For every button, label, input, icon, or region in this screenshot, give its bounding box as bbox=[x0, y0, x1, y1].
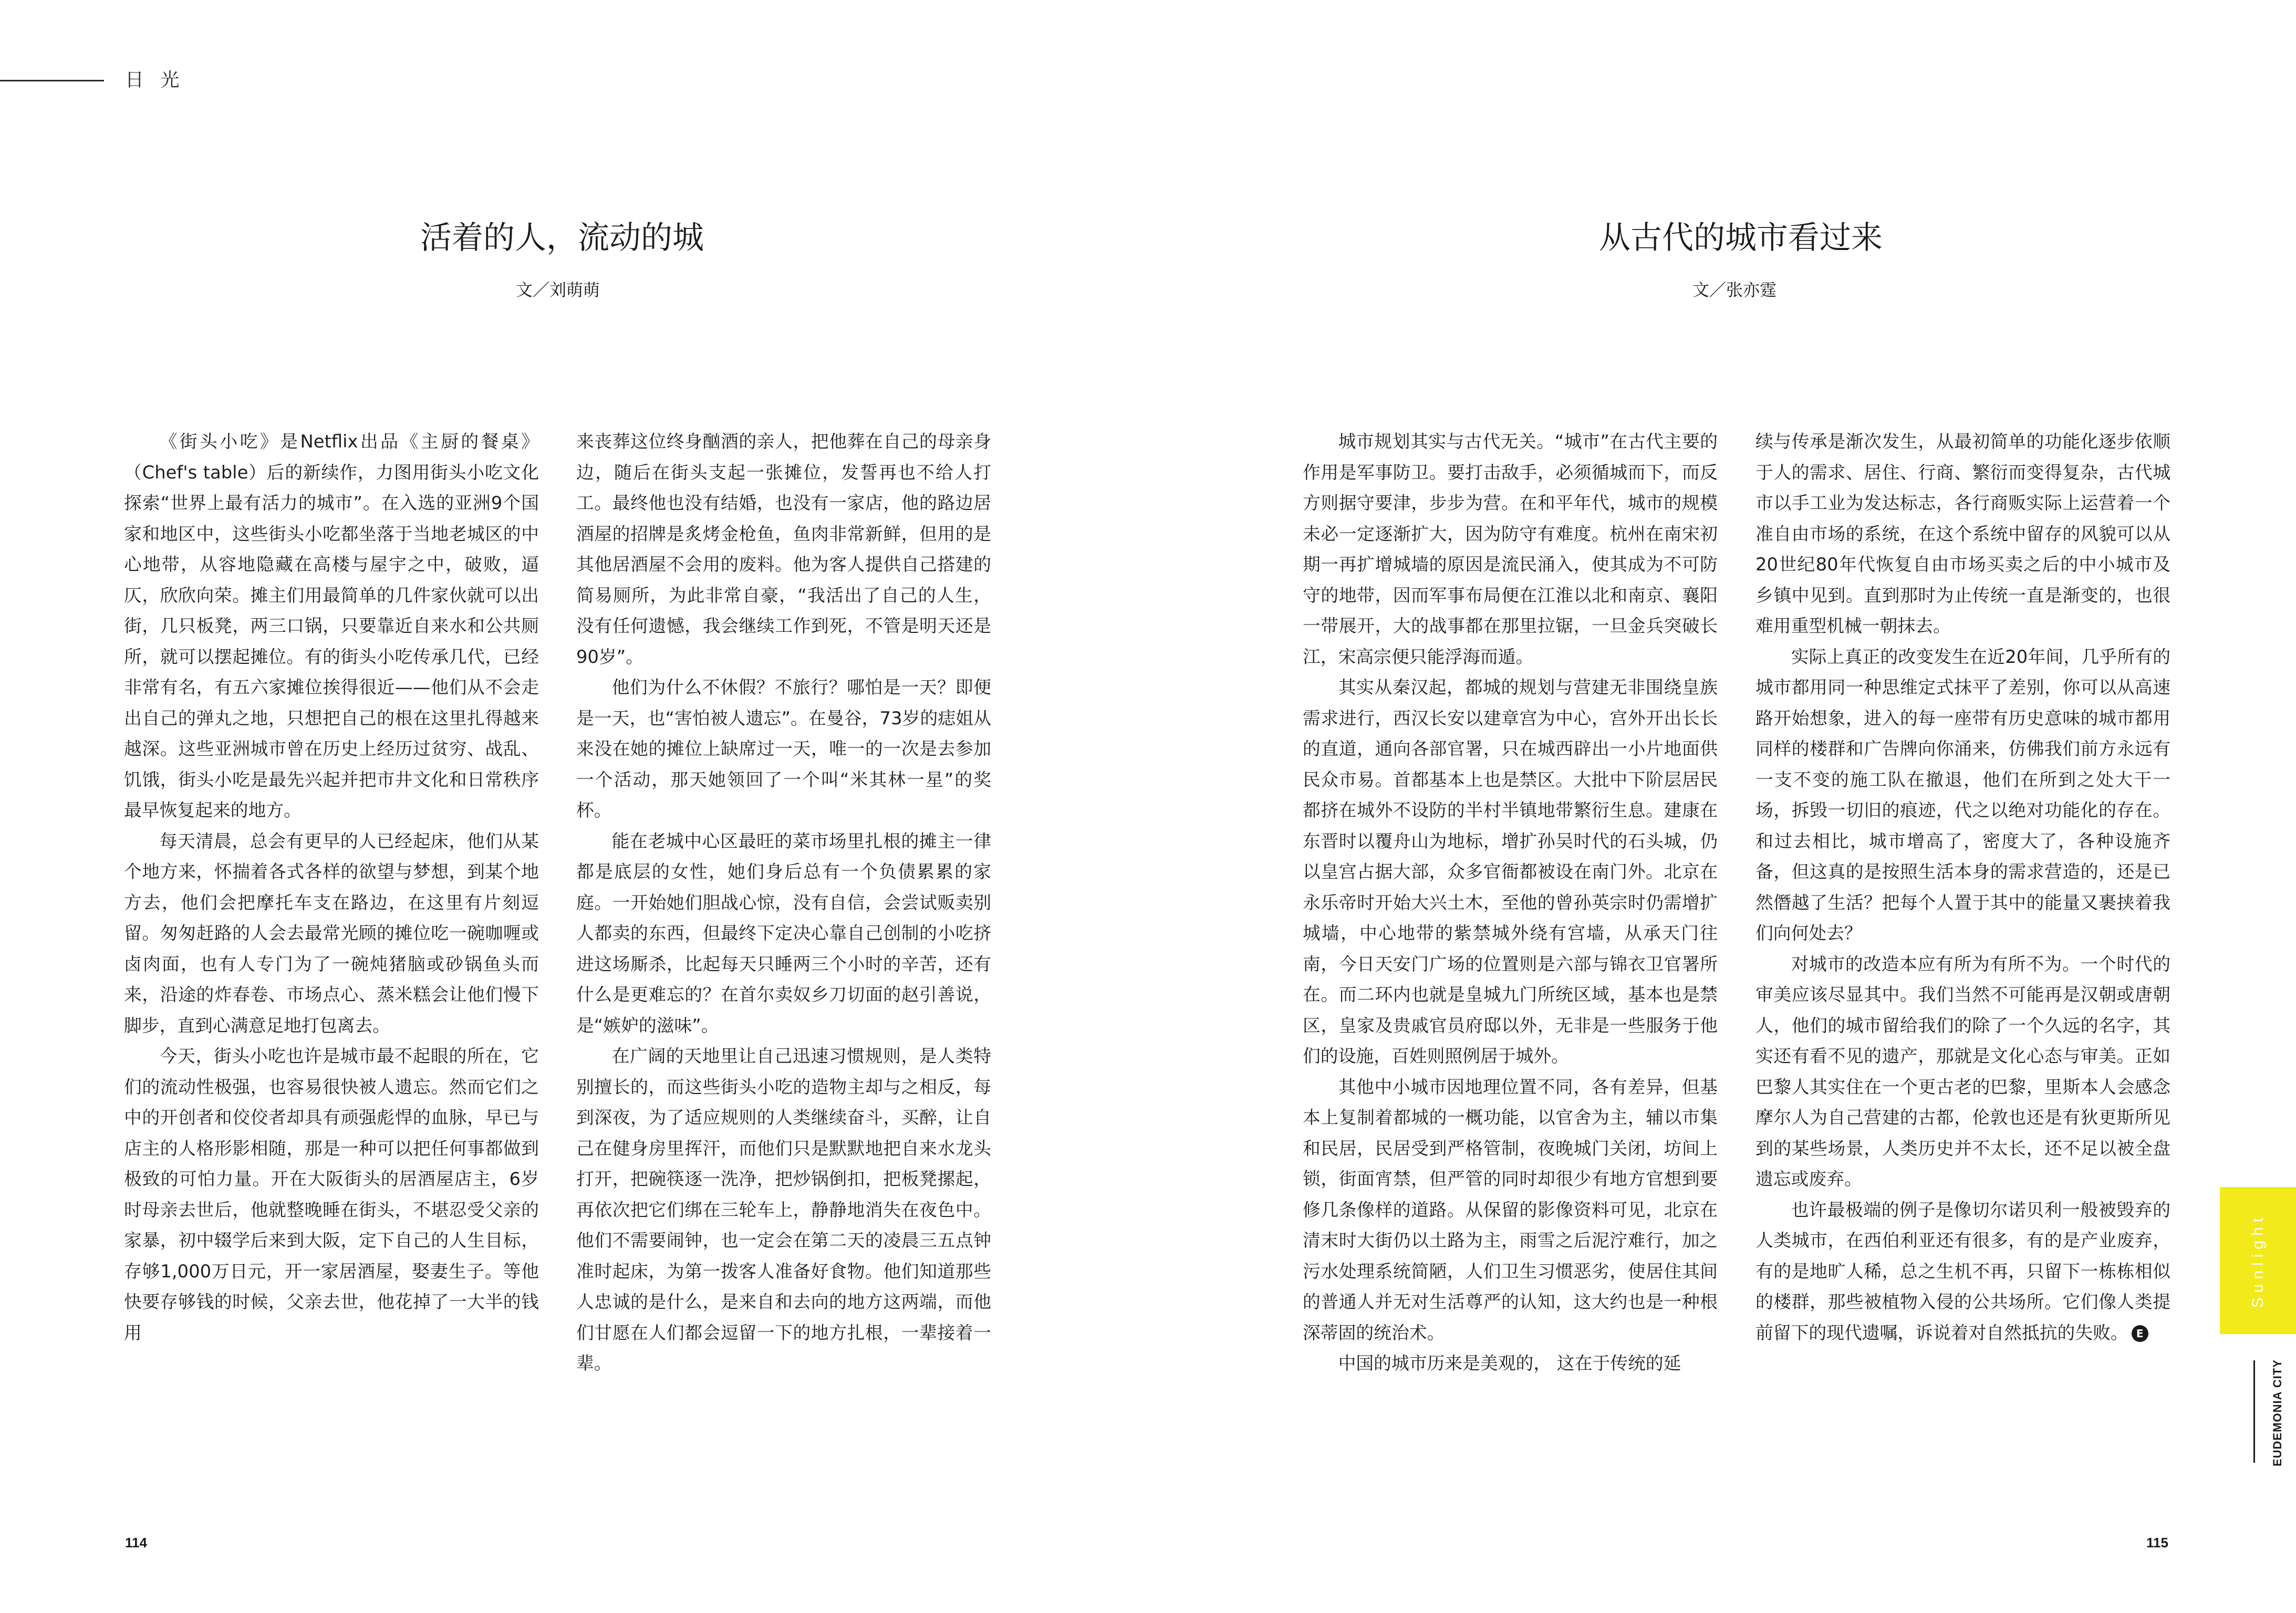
paragraph bbox=[576, 672, 991, 826]
paragraph bbox=[576, 426, 991, 672]
sunlight-tab-text: Sunlight bbox=[2249, 1213, 2267, 1308]
paragraph-text: 《街头小吃》是Netflix出品《主厨的餐桌》（Chef's table）后的新续作，力图用街头小吃文化探索“世界上最有活力的城市”。在入选的亚洲9个国家和地区中，这些街头小吃都坐落于当地老城区的中心地带，从容地隐藏在高楼与屋宇之中，破败，逼仄，欣欣向荣。摊主们用最简单的几件家伙就可以出街，几只板凳，两三口锅，只要靠近自来水和公共厕所，就可以摆起摊位。有的街头小吃传承几代，已经非常有名，有五六家摊位挨得很近——他们从不会走出自己的弹丸之地，只想把自己的根在这里扎得越来越深。这些亚洲城市曾在历史上经历过贫穷、战乱、饥饿，街头小吃是最先兴起并把市井文化和日常秩序最早恢复起来的地方。 bbox=[124, 431, 539, 820]
section-rule bbox=[0, 80, 104, 81]
paragraph bbox=[1755, 949, 2170, 1195]
paragraph-text: 续与传承是渐次发生，从最初简单的功能化逐步依顺于人的需求、居住、行商、繁衍而变得复杂，古代城市以手工业为发达标志，各行商贩实际上运营着一个准自由市场的系统，在这个系统中留存的风貌可以从20世纪80年代恢复自由市场买卖之后的中小城市及乡镇中见到。直到那时为止传统一直是渐变的，也很难用重型机械一朝抹去。 bbox=[1755, 431, 2170, 636]
end-mark-icon: E bbox=[2132, 1325, 2148, 1342]
paragraph-text: 能在老城中心区最旺的菜市场里扎根的摊主一律都是底层的女性，她们身后总有一个负债累累的家庭。一开始她们胆战心惊，没有自信，会尝试贩卖别人都卖的东西，但最终下定决心靠自己创制的小吃挤进这场厮杀，比起每天只睡两三个小时的辛苦，还有什么是更难忘的？在首尔卖奴乡刀切面的赵引善说，是“嫉妒的滋味”。 bbox=[576, 830, 991, 1036]
right-column-1 bbox=[1303, 426, 1718, 1388]
paragraph bbox=[1755, 1195, 2170, 1349]
paragraph bbox=[124, 826, 539, 1042]
paragraph-text: 他们为什么不休假？不旅行？哪怕是一天？即便是一天，也“害怕被人遗忘”。在曼谷，73岁的痣姐从来没在她的摊位上缺席过一天，唯一的一次是去参加一个活动，那天她领回了一个叫“米其林一星”的奖杯。 bbox=[576, 677, 991, 820]
paragraph bbox=[1303, 426, 1718, 672]
section-label: 日 光 bbox=[125, 69, 185, 91]
right-page bbox=[1148, 0, 2296, 1613]
paragraph-text: 对城市的改造本应有所为有所不为。一个时代的审美应该尽显其中。我们当然不可能再是汉朝或唐朝人，他们的城市留给我们的除了一个久远的名字，其实还有看不见的遗产，那就是文化心态与审美。正如巴黎人其实住在一个更古老的巴黎，里斯本人会感念摩尔人为自己营建的古都，伦敦也还是有狄更斯所见到的某些场景，人类历史并不太长，还不足以被全盘遗忘或废弃。 bbox=[1755, 953, 2170, 1189]
paragraph bbox=[1303, 1348, 1718, 1379]
paragraph-text: 在广阔的天地里让自己迅速习惯规则，是人类特别擅长的，而这些街头小吃的造物主却与之相反，每到深夜，为了适应规则的人类继续奋斗，买醉，让自己在健身房里挥汗，而他们只是默默地把自来水龙头打开，把碗筷逐一洗净，把炒锅倒扣，把板凳摞起，再依次把它们绑在三轮车上，静静地消失在夜色中。他们不需要闹钟，也一定会在第二天的凌晨三五点钟准时起床，为第一拨客人准备好食物。他们知道那些人忠诚的是什么，是来自和去向的地方这两端，而他们甘愿在人们都会逗留一下的地方扎根，一辈接着一辈。 bbox=[576, 1046, 991, 1373]
paragraph bbox=[1755, 426, 2170, 642]
left-column-2 bbox=[576, 426, 991, 1388]
paragraph-text: 来丧葬这位终身酗酒的亲人，把他葬在自己的母亲身边，随后在街头支起一张摊位，发誓再也不给人打工。最终他也没有结婚，也没有一家店，他的路边居酒屋的招牌是炙烤金枪鱼，鱼肉非常新鲜，但用的是其他居酒屋不会用的废料。他为客人提供自己搭建的简易厕所，为此非常自豪，“我活出了自己的人生，没有任何遗憾，我会继续工作到死，不管是明天还是90岁”。 bbox=[576, 431, 991, 667]
paragraph bbox=[576, 1041, 991, 1379]
left-article-byline: 文／刘萌萌 bbox=[516, 280, 600, 300]
sunlight-tab bbox=[2220, 1187, 2296, 1334]
left-article-title: 活着的人，流动的城 bbox=[420, 220, 704, 256]
paragraph bbox=[1303, 672, 1718, 1072]
paragraph bbox=[124, 1041, 539, 1348]
paragraph-text: 也许最极端的例子是像切尔诺贝利一般被毁弃的人类城市，在西伯利亚还有很多，有的是产业废弃，有的是地旷人稀，总之生机不再，只留下一栋栋相似的楼群，那些被植物入侵的公共场所。它们像人类提前留下的现代遗嘱，诉说着对自然抵抗的失败。 bbox=[1755, 1199, 2170, 1343]
paragraph-text: 其他中小城市因地理位置不同，各有差异，但基本上复制着都城的一概功能，以官舍为主，辅以市集和民居，民居受到严格管制，夜晚城门关闭，坊间上锁，街面宵禁，但严管的同时却很少有地方官想到要修几条像样的道路。从保留的影像资料可见，北京在清末时大街仍以土路为主，雨雪之后泥泞难行，加之污水处理系统简陋，人们卫生习惯恶劣，使居住其间的普通人并无对生活尊严的认知，这大约也是一种根深蒂固的统治术。 bbox=[1303, 1076, 1718, 1343]
paragraph-text: 每天清晨，总会有更早的人已经起床，他们从某个地方来，怀揣着各式各样的欲望与梦想，到某个地方去，他们会把摩托车支在路边，在这里有片刻逗留。匆匆赶路的人会去最常光顾的摊位吃一碗咖喱或卤肉面，也有人专门为了一碗炖猪脑或砂锅鱼头而来，沿途的炸春卷、市场点心、蒸米糕会让他们慢下脚步，直到心满意足地打包离去。 bbox=[124, 830, 539, 1036]
paragraph-text: 其实从秦汉起，都城的规划与营建无非围绕皇族需求进行，西汉长安以建章宫为中心，宫外开出长长的直道，通向各部官署，只在城西辟出一小片地面供民众市易。首都基本上也是禁区。大批中下阶层居民都挤在城外不设防的半村半镇地带繁衍生息。建康在东晋时以覆舟山为地标，增扩孙吴时代的石头城，仍以皇宫占据大部，众多官衙都被设在南门外。北京在永乐帝时开始大兴土木，至他的曾孙英宗时仍需增扩城墙，中心地带的紫禁城外绕有宫墙，从承天门往南，今日天安门广场的位置则是六部与锦衣卫官署所在。而二环内也就是皇城九门所统区域，基本也是禁区，皇家及贵戚官员府邸以外，无非是一些服务于他们的设施，百姓则照例居于城外。 bbox=[1303, 677, 1718, 1066]
paragraph bbox=[1755, 642, 2170, 949]
paragraph bbox=[576, 826, 991, 1042]
page-number-left: 114 bbox=[125, 1535, 147, 1550]
paragraph bbox=[1303, 1072, 1718, 1349]
right-column-2 bbox=[1755, 426, 2170, 1388]
paragraph bbox=[124, 426, 539, 826]
page-number-right: 115 bbox=[2146, 1535, 2168, 1550]
right-article-byline: 文／张亦霆 bbox=[1692, 280, 1777, 300]
paragraph-text: 中国的城市历来是美观的， 这在于传统的延 bbox=[1338, 1353, 1681, 1373]
right-article-title: 从古代的城市看过来 bbox=[1599, 220, 1883, 256]
left-column-1 bbox=[124, 426, 539, 1388]
side-rule bbox=[2253, 1360, 2255, 1463]
eudemonia-city-label: EUDEMONIA CITY bbox=[2271, 1359, 2284, 1466]
paragraph-text: 城市规划其实与古代无关。“城市”在古代主要的作用是军事防卫。要打击敌手，必须循城而下，而反方则据守要津，步步为营。在和平年代，城市的规模未必一定逐渐扩大，因为防守有难度。杭州在南宋初期一再扩增城墙的原因是流民涌入，使其成为不可防守的地带，因而军事布局便在江淮以北和南京、襄阳一带展开，大的战事都在那里拉锯，一旦金兵突破长江，宋高宗便只能浮海而遁。 bbox=[1303, 431, 1718, 667]
paragraph-text: 实际上真正的改变发生在近20年间，几乎所有的城市都用同一种思维定式抹平了差别，你可以从高速路开始想象，进入的每一座带有历史意味的城市都用同样的楼群和广告牌向你涌来，仿佛我们前方永远有一支不变的施工队在撤退，他们在所到之处大干一场，拆毁一切旧的痕迹，代之以绝对功能化的存在。和过去相比，城市增高了，密度大了，各种设施齐备，但这真的是按照生活本身的需求营造的，还是已然僭越了生活？把每个人置于其中的能量又裹挟着我们向何处去？ bbox=[1755, 646, 2170, 943]
paragraph-text: 今天，街头小吃也许是城市最不起眼的所在，它们的流动性极强，也容易很快被人遗忘。然而它们之中的开创者和佼佼者却具有顽强彪悍的血脉，早已与店主的人格形影相随，那是一种可以把任何事都做到极致的可怕力量。开在大阪街头的居酒屋店主，6岁时母亲去世后，他就整晚睡在街头，不堪忍受父亲的家暴，初中辍学后来到大阪，定下自己的人生目标，存够1,000万日元，开一家居酒屋，娶妻生子。等他快要存够钱的时候，父亲去世，他花掉了一大半的钱用 bbox=[124, 1046, 539, 1343]
